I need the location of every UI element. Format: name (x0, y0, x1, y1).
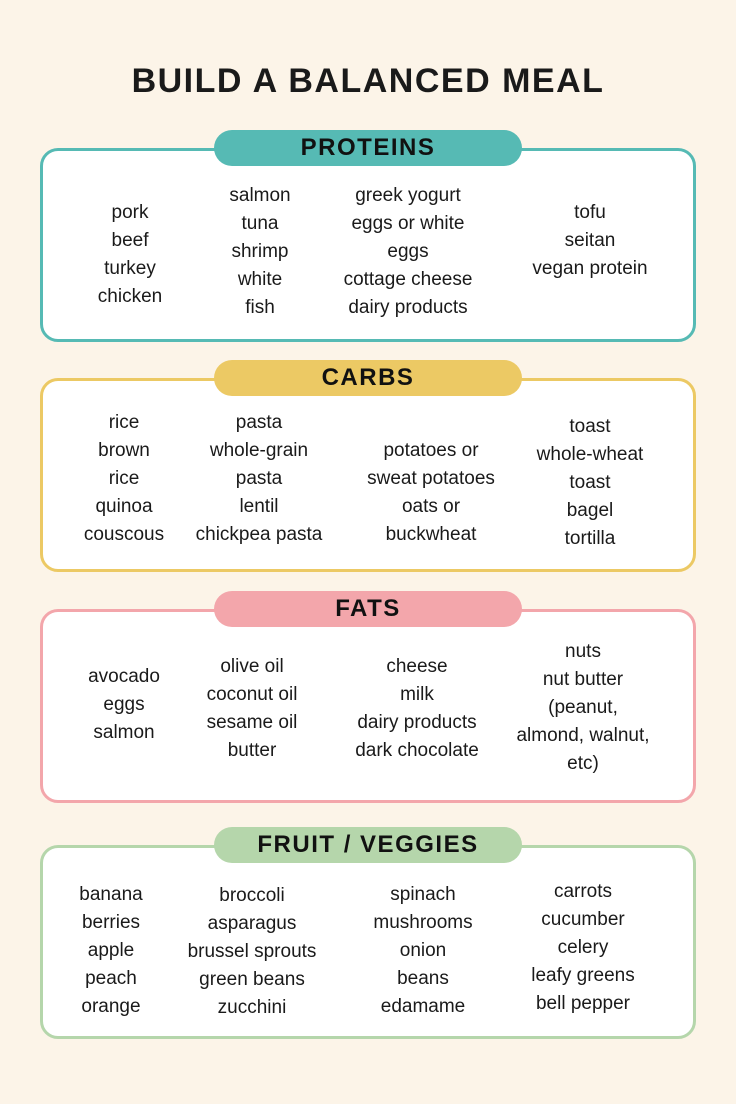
food-item: seitan (564, 230, 616, 251)
food-item: cottage cheese (343, 269, 473, 290)
food-item: cucumber (541, 909, 625, 930)
food-item: chickpea pasta (195, 524, 323, 545)
food-column (229, 182, 290, 322)
food-item: dairy products (357, 712, 477, 733)
food-column (531, 878, 635, 1018)
food-column (196, 409, 323, 549)
food-item: rice (108, 412, 140, 433)
food-column (79, 881, 142, 1021)
food-item: pasta (235, 468, 283, 489)
page-title: BUILD A BALANCED MEAL (131, 62, 605, 100)
food-item: beans (397, 968, 449, 989)
food-item: coconut oil (206, 684, 298, 705)
food-item: chicken (97, 286, 163, 307)
food-item: bagel (566, 500, 614, 521)
food-item: berries (81, 912, 141, 933)
food-item: apple (87, 940, 135, 961)
food-column (516, 638, 649, 778)
food-item: eggs or white (351, 213, 465, 234)
food-item: avocado (88, 666, 160, 687)
food-item: pasta (235, 412, 283, 433)
food-item: dairy products (348, 297, 468, 318)
food-item: banana (79, 884, 143, 905)
food-item: nuts (565, 641, 601, 662)
food-item: peach (85, 968, 137, 989)
section-label: PROTEINS (214, 130, 522, 166)
food-item: mushrooms (373, 912, 473, 933)
food-item: carrots (553, 881, 613, 902)
food-column (98, 199, 162, 311)
section-fats (40, 595, 696, 803)
food-item: potatoes or (383, 440, 479, 461)
food-item: buckwheat (385, 524, 477, 545)
section-fruit-veggies (40, 831, 696, 1039)
food-column (84, 409, 164, 549)
food-item: butter (227, 740, 277, 761)
food-item: asparagus (207, 913, 297, 934)
food-column (355, 653, 479, 765)
food-item: lentil (239, 496, 279, 517)
food-item: turkey (104, 258, 156, 279)
food-item: (peanut, (548, 697, 618, 718)
food-item: oats or (401, 496, 461, 517)
food-item: zucchini (217, 997, 287, 1018)
food-item: beef (111, 230, 149, 251)
food-item: orange (81, 996, 141, 1017)
food-item: bell pepper (535, 993, 631, 1014)
food-item: tuna (241, 213, 279, 234)
section-label: FATS (214, 591, 522, 627)
section-carbs (40, 364, 696, 572)
food-item: couscous (83, 524, 165, 545)
food-column (88, 663, 160, 747)
food-item: sweat potatoes (367, 468, 495, 489)
section-proteins (40, 134, 696, 342)
food-item: tortilla (564, 528, 616, 549)
food-item: almond, walnut, (516, 725, 650, 746)
food-item: olive oil (220, 656, 284, 677)
food-item: fish (245, 297, 275, 318)
food-item: whole-wheat (536, 444, 644, 465)
food-item: cheese (386, 656, 448, 677)
food-item: toast (569, 416, 611, 437)
food-column (188, 882, 317, 1022)
section-label: CARBS (214, 360, 522, 396)
food-item: brussel sprouts (187, 941, 317, 962)
food-item: sesame oil (206, 712, 298, 733)
food-item: brown (98, 440, 150, 461)
food-item: green beans (199, 969, 305, 990)
food-column (532, 199, 647, 283)
food-item: greek yogurt (355, 185, 461, 206)
food-column (207, 653, 298, 765)
food-item: celery (557, 937, 609, 958)
food-item: milk (400, 684, 434, 705)
food-item: edamame (380, 996, 466, 1017)
food-item: broccoli (219, 885, 285, 906)
food-item: eggs (387, 241, 429, 262)
food-item: toast (569, 472, 611, 493)
food-item: eggs (103, 694, 145, 715)
food-item: etc) (567, 753, 599, 774)
food-item: whole-grain (209, 440, 309, 461)
food-item: spinach (390, 884, 456, 905)
food-item: nut butter (542, 669, 624, 690)
food-item: pork (111, 202, 149, 223)
food-column (367, 437, 495, 549)
food-item: leafy greens (531, 965, 635, 986)
food-item: salmon (229, 185, 291, 206)
food-column (537, 413, 644, 553)
food-item: onion (399, 940, 447, 961)
food-item: shrimp (231, 241, 289, 262)
food-item: tofu (574, 202, 606, 223)
food-column (373, 881, 472, 1021)
food-item: vegan protein (532, 258, 648, 279)
food-item: dark chocolate (355, 740, 479, 761)
section-label: FRUIT / VEGGIES (214, 827, 522, 863)
food-item: salmon (93, 722, 155, 743)
food-item: white (237, 269, 283, 290)
food-item: rice (108, 468, 140, 489)
food-column (344, 182, 473, 322)
food-item: quinoa (95, 496, 153, 517)
